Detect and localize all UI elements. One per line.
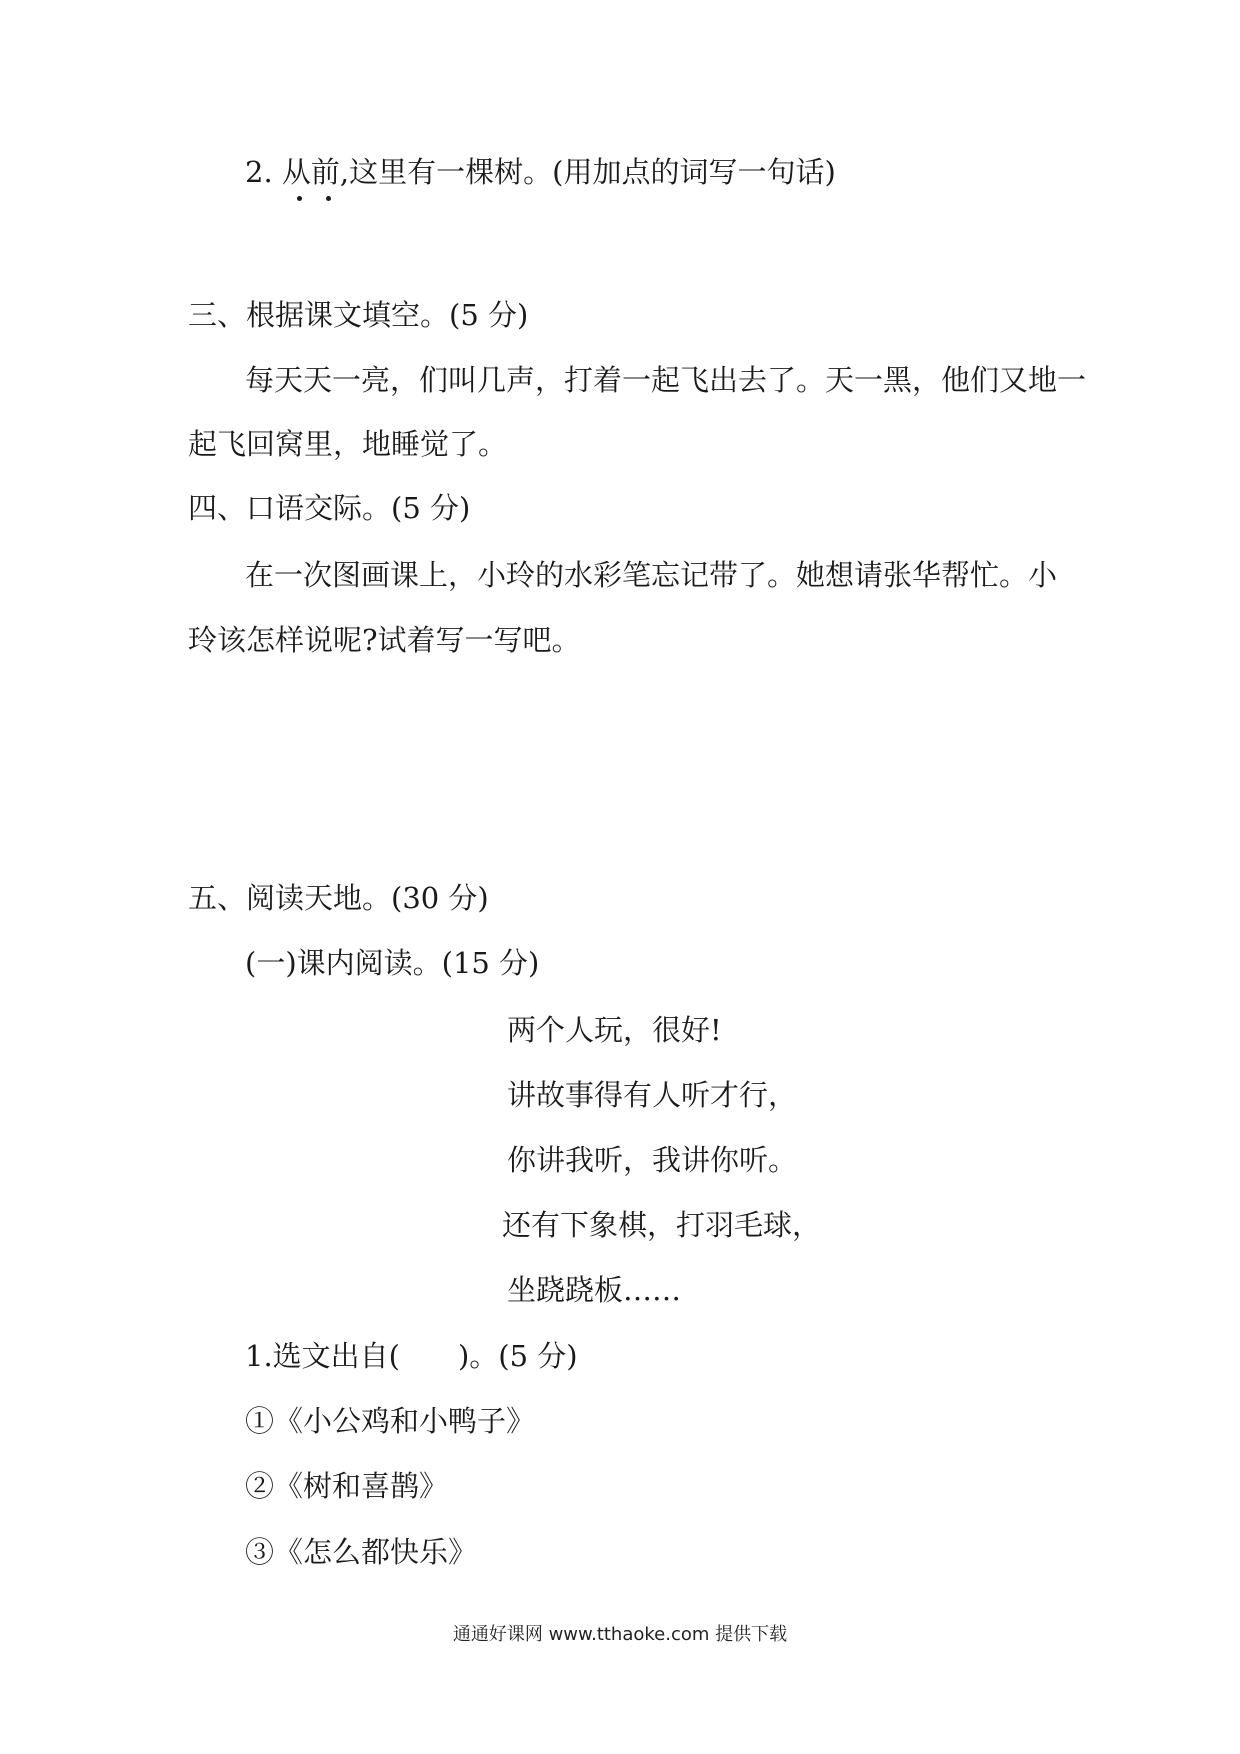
question-number: 2. (245, 155, 273, 189)
section-4-text-line-1: 在一次图画课上，小玲的水彩笔忘记带了。她想请张华帮忙。小 (245, 558, 1058, 592)
section-3-heading: 三、根据课文填空。(5 分) (188, 298, 529, 332)
question-text: ,这里有一棵树。(用加点的词写一句话) (339, 155, 836, 189)
option-3: ③《怎么都快乐》 (245, 1535, 478, 1569)
option-1: ①《小公鸡和小鸭子》 (245, 1404, 536, 1438)
emphasis-dot (326, 196, 331, 201)
poem-line: 你讲我听，我讲你听。 (507, 1143, 798, 1177)
poem-line: 坐跷跷板…… (507, 1273, 682, 1307)
section-3-text-line-2: 起飞回窝里，地睡觉了。 (188, 427, 508, 461)
question-suffix: )。(5 分) (457, 1339, 578, 1373)
footer-watermark: 通通好课网 www.tthaoke.com 提供下载 (452, 1624, 788, 1645)
question-2-2 (245, 154, 836, 190)
section-4-text-line-2: 玲该怎样说呢?试着写一写吧。 (188, 623, 581, 657)
section-3-text-line-1: 每天天一亮，们叫几声，打着一起飞出去了。天一黑，他们又地一 (245, 363, 1087, 397)
section-5-heading: 五、阅读天地。(30 分) (188, 881, 489, 915)
poem-line: 还有下象棋，打羽毛球， (502, 1208, 822, 1242)
option-2: ②《树和喜鹊》 (245, 1469, 449, 1503)
emphasis-dot (297, 196, 302, 201)
question-prefix: 1.选文出自( (245, 1339, 400, 1373)
emphasized-word: 从前 (281, 155, 340, 189)
question-5-1 (245, 1338, 578, 1374)
poem-line: 讲故事得有人听才行， (507, 1078, 798, 1112)
poem-line: 两个人玩，很好! (507, 1013, 722, 1047)
section-5-subheading: (一)课内阅读。(15 分) (245, 946, 540, 980)
section-4-heading: 四、口语交际。(5 分) (188, 491, 471, 525)
